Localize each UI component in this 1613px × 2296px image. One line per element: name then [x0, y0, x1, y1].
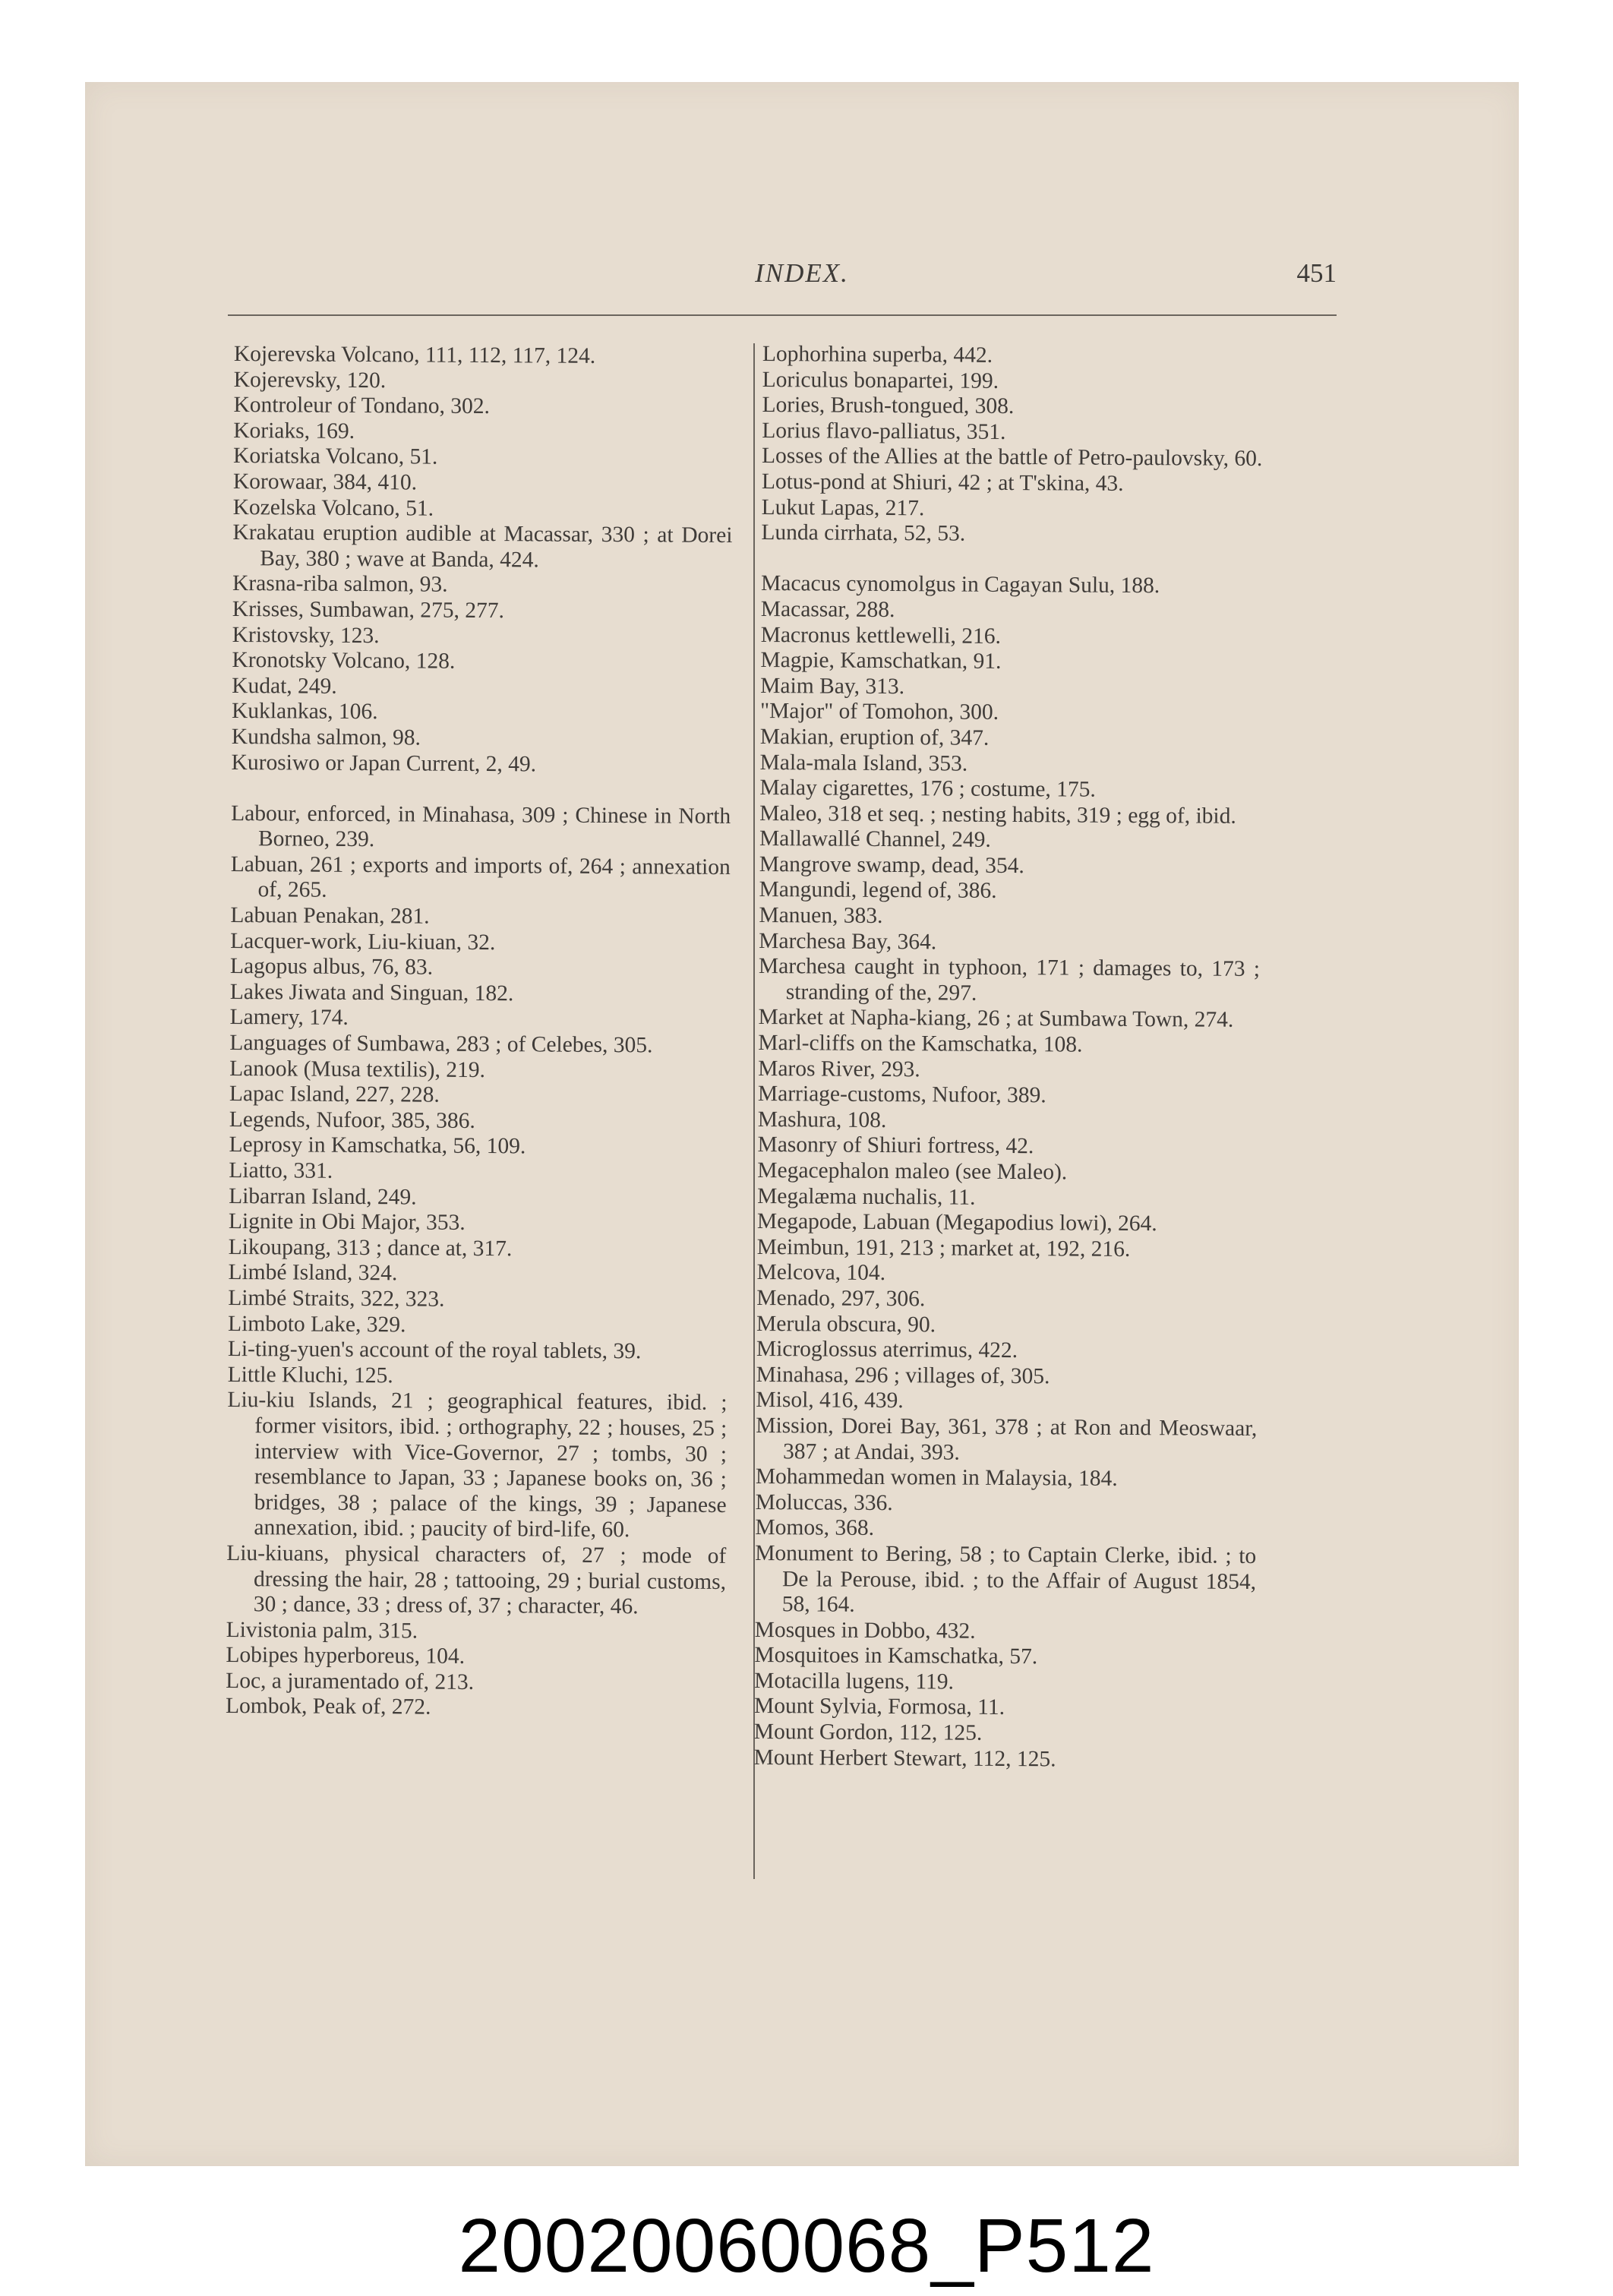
running-head-title: INDEX. — [755, 258, 849, 288]
index-entry: Leprosy in Kamschatka, 56, 109. — [229, 1132, 526, 1159]
index-entry: Mangrove swamp, dead, 354. — [759, 851, 1024, 878]
index-entry: Merula obscura, 90. — [756, 1311, 936, 1337]
index-entry: Malay cigarettes, 176 ; costume, 175. — [759, 775, 1096, 802]
index-entry: Marchesa Bay, 364. — [759, 928, 937, 955]
index-entry: Livistonia palm, 315. — [226, 1617, 418, 1644]
index-entry: Lombok, Peak of, 272. — [225, 1694, 431, 1720]
index-entry: Masonry of Shiuri fortress, 42. — [757, 1132, 1034, 1159]
index-entry: Li-ting-yuen's account of the royal tablets, 39. — [227, 1337, 642, 1364]
index-entry: Koriatska Volcano, 51. — [232, 444, 438, 470]
index-entry: Mallawallé Channel, 249. — [759, 826, 991, 853]
index-entry: Lapac Island, 227, 228. — [229, 1082, 440, 1107]
index-entry: Macacus cynomolgus in Cagayan Sulu, 188. — [760, 571, 1160, 598]
index-entry: Lamery, 174. — [229, 1005, 349, 1031]
index-entry: Likoupang, 313 ; dance at, 317. — [228, 1234, 513, 1262]
index-entry: Misol, 416, 439. — [756, 1388, 904, 1413]
index-entry: Loc, a juramentado of, 213. — [226, 1668, 475, 1694]
index-entry: Lobipes hyperboreus, 104. — [226, 1643, 466, 1669]
index-entry: Momos, 368. — [755, 1515, 875, 1541]
index-entry: Mission, Dorei Bay, 361, 378 ; at Ron and Meoswaar, 387 ; at Andai, 393. — [756, 1413, 1258, 1465]
scanned-page — [85, 82, 1519, 2166]
index-column-left — [226, 342, 734, 1723]
index-entry: Labour, enforced, in Minahasa, 309 ; Chinese in North Borneo, 239. — [231, 801, 731, 852]
index-entry: Little Kluchi, 125. — [227, 1362, 393, 1388]
index-entry: Krisses, Sumbawan, 275, 277. — [232, 596, 505, 624]
index-entry: Maleo, 318 et seq. ; nesting habits, 319 ; egg of, ibid. — [759, 801, 1236, 829]
section-gap — [231, 775, 731, 804]
index-entry: Megapode, Labuan (Megapodius lowi), 264. — [756, 1209, 1157, 1236]
index-entry: "Major" of Tomohon, 300. — [759, 699, 999, 725]
index-entry: Minahasa, 296 ; villages of, 305. — [756, 1362, 1050, 1389]
index-entry: Mount Herbert Stewart, 112, 125. — [753, 1745, 1056, 1772]
index-entry: Krasna-riba salmon, 93. — [232, 571, 448, 598]
index-entry: Market at Napha-kiang, 26 ; at Sumbawa Town, 274. — [758, 1005, 1234, 1033]
index-entry: Kristovsky, 123. — [232, 622, 380, 648]
index-entry: Lanook (Musa textilis), 219. — [229, 1056, 485, 1082]
index-entry: Lophorhina superba, 442. — [762, 342, 993, 368]
index-entry: Mosques in Dobbo, 432. — [754, 1617, 976, 1644]
index-entry: Koriaks, 169. — [233, 418, 355, 444]
index-entry: Liu-kiu Islands, 21 ; geographical features, ibid. ; former visitors, ibid. ; orthography, 22 ; houses, 25 ; interview with Vice-Governor, 27 ; tombs, 30 ; resemblance to Japan, 33 ; Japanese books on, 36 ; bridges, 38 ; palace of the kings, 39 ; Japanese annexation, ibid. ; paucity of bird-life, 60. — [227, 1388, 728, 1543]
index-entry: Manuen, 383. — [759, 903, 883, 929]
index-entry: Liu-kiuans, physical characters of, 27 ; mode of dressing the hair, 28 ; tattooing, 29 ; burial customs, 30 ; dance, 33 ; dress of, 37 ; character, 46. — [226, 1540, 727, 1619]
index-entry: Languages of Sumbawa, 283 ; of Celebes, 305. — [229, 1031, 653, 1058]
index-entry: Losses of the Allies at the battle of Petro-paulovsky, 60. — [761, 444, 1263, 472]
index-entry: Kuklankas, 106. — [231, 699, 378, 725]
index-entry: Legends, Nufoor, 385, 386. — [229, 1107, 475, 1133]
index-entry: Krakatau eruption audible at Macassar, 330 ; at Dorei Bay, 380 ; wave at Banda, 424. — [232, 520, 733, 573]
index-entry: Lignite in Obi Major, 353. — [228, 1209, 466, 1236]
index-entry: Labuan Penakan, 281. — [230, 903, 430, 929]
index-entry: Lagopus albus, 76, 83. — [229, 954, 434, 980]
index-entry: Mala-mala Island, 353. — [759, 750, 968, 776]
index-entry: Lories, Brush-tongued, 308. — [762, 393, 1015, 419]
index-entry: Mount Gordon, 112, 125. — [753, 1720, 983, 1745]
index-entry: Limbé Straits, 322, 323. — [228, 1285, 445, 1312]
index-entry: Kojerevsky, 120. — [233, 367, 387, 393]
index-entry: Libarran Island, 249. — [229, 1183, 417, 1210]
index-entry: Kronotsky Volcano, 128. — [232, 648, 456, 674]
index-column-right — [754, 342, 1264, 1773]
index-entry: Megacephalon maleo (see Maleo). — [757, 1157, 1068, 1185]
header-rule — [228, 314, 1337, 316]
index-entry: Mashura, 108. — [757, 1107, 887, 1132]
index-entry: Lakes Jiwata and Singuan, 182. — [229, 979, 514, 1006]
page-number: 451 — [1296, 258, 1337, 288]
index-entry: Moluccas, 336. — [755, 1489, 893, 1515]
index-entry: Liatto, 331. — [229, 1157, 333, 1183]
index-entry: Melcova, 104. — [756, 1260, 886, 1286]
index-entry: Lunda cirrhata, 52, 53. — [761, 520, 966, 546]
index-entry: Maim Bay, 313. — [760, 673, 905, 699]
index-entry: Marriage-customs, Nufoor, 389. — [757, 1082, 1046, 1108]
index-entry: Monument to Bering, 58 ; to Captain Clerke, ibid. ; to De la Perouse, ibid. ; to the Affair of August 1854, 58, 164. — [755, 1540, 1257, 1617]
index-entry: Marl-cliffs on the Kamschatka, 108. — [758, 1031, 1083, 1057]
index-entry: Makian, eruption of, 347. — [759, 724, 990, 750]
index-entry: Kontroleur of Tondano, 302. — [233, 393, 490, 419]
index-entry: Korowaar, 384, 410. — [232, 469, 418, 495]
index-entry: Macassar, 288. — [760, 596, 895, 623]
index-entry: Mangundi, legend of, 386. — [759, 877, 997, 904]
index-entry: Kudat, 249. — [232, 673, 337, 699]
index-entry: Limbé Island, 324. — [228, 1260, 398, 1286]
index-entry: Labuan, 261 ; exports and imports of, 264 ; annexation of, 265. — [230, 851, 731, 903]
index-entry: Mosquitoes in Kamschatka, 57. — [754, 1643, 1038, 1669]
index-entry: Kojerevska Volcano, 111, 112, 117, 124. — [233, 342, 596, 368]
index-entry: Menado, 297, 306. — [756, 1285, 926, 1312]
archive-stamp-label: 20020060068_P512 — [458, 2203, 1155, 2288]
index-entry: Meimbun, 191, 213 ; market at, 192, 216. — [756, 1234, 1131, 1262]
index-entry: Mount Sylvia, Formosa, 11. — [753, 1694, 1005, 1720]
index-entry: Megalæma nuchalis, 11. — [757, 1183, 976, 1210]
index-entry: Limboto Lake, 329. — [228, 1311, 406, 1337]
index-entry: Lukut Lapas, 217. — [761, 494, 925, 520]
index-entry: Marchesa caught in typhoon, 171 ; damages to, 173 ; stranding of the, 297. — [758, 954, 1261, 1006]
index-entry: Kurosiwo or Japan Current, 2, 49. — [231, 750, 537, 776]
index-entry: Microglossus aterrimus, 422. — [756, 1337, 1018, 1363]
index-entry: Motacilla lugens, 119. — [754, 1668, 955, 1694]
index-entry: Loriculus bonapartei, 199. — [762, 367, 999, 393]
index-entry: Lorius flavo-palliatus, 351. — [762, 418, 1006, 444]
running-head — [85, 258, 1519, 304]
index-entry: Lacquer-work, Liu-kiuan, 32. — [230, 928, 496, 955]
index-entry: Mohammedan women in Malaysia, 184. — [755, 1464, 1118, 1492]
index-entry: Maros River, 293. — [758, 1056, 920, 1082]
index-entry: Macronus kettlewelli, 216. — [760, 622, 1001, 649]
index-entry: Lotus-pond at Shiuri, 42 ; at T'skina, 43. — [761, 469, 1124, 496]
index-entry: Kundsha salmon, 98. — [231, 724, 421, 750]
index-entry: Kozelska Volcano, 51. — [232, 494, 434, 521]
section-gap — [761, 546, 1262, 575]
index-entry: Magpie, Kamschatkan, 91. — [760, 648, 1002, 674]
